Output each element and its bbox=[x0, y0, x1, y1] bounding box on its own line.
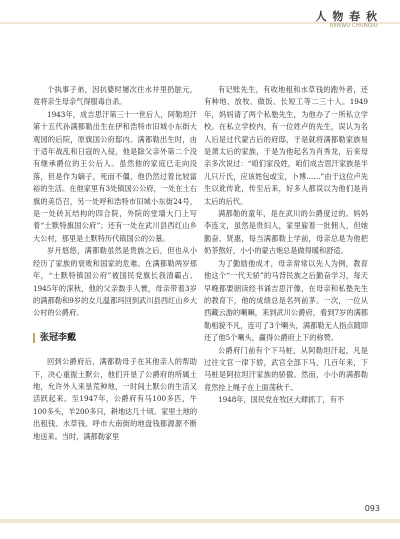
paragraph: 为了勤励他成才，母亲常常以先人为例，教育他这个“一代天骄”的马背民族之后勤奋学习，每天早晚都要朗读经书诵吉思汗像，在母亲和私塾先生的教育下，他的成绩总是名列前茅。一次，一位从西藏云游的喇嘛，来到武川公爵府，看到7岁的满都勒相貌不凡，连可了3个喇头，满都勒无人指点随即还了他5个喇头，赢得公爵府上下的称赞。 bbox=[204, 258, 368, 343]
paragraph: 有记账先生，有收地租和水草钱的跑外者，还有种地、放牧、做饭、长短工等二三十人。1949年，妈妈请了两个私塾先生，为他办了一所私立学校。在私立学校内，有一位姓卢的先生，误认为名人后是过代蒙古后的府邸，于是就将满都勒家族易是萧太后的家族，于是为他起名为肖秀龙，后来母亲多次说过：“咱们家没姓，咱们成吉思汗家族是半儿只斤氏，应该姓包或宝，卜博……”由于这位卢先生以讹传讹，传至后来，好多人都误以为他们是肖太后的后代。 bbox=[204, 85, 368, 206]
right-column bbox=[204, 84, 368, 407]
paragraph: 1943年，成吉思汗第三十一世后人，阿勒坦汗第十五代孙满都勒出生在伊和浩特市旧城小东街大观园的后院，原旗国公府邸内。满都勒出生时，由于适年战乱和日寇的入侵，他是除父亲外第二个没有继承爵位的王公后人。虽然他的家庭已走向没落，但是作为嫡子，死而不僵，他仍然过着比较富裕的生活。在他家里有3处镇国公公府，一处在土右旗的美岱召，另一处呼和浩特市旧城小东街24号，是一处砖瓦结构的四合院，外院的堂墙大门上写着“土默特旗国公府”；还有一处在武川县西红山乡大公村，那里是土默特历代镇国公的公墓。 bbox=[33, 109, 197, 243]
paragraph: 满都勒的童年，是在武川的公爵度过的。妈妈李连文，虽然是贵妇人，家里雇着一批佣人，但她勤奋、贤惠，每当满都勒上学前，母亲总是为他把奶茶熬好，小小的蒙古炮总是做得暖和舒适。 bbox=[204, 209, 368, 256]
footer-band bbox=[0, 519, 400, 523]
paragraph: 1948年，国民党在牧区大肆抓丁，有不 bbox=[218, 395, 345, 405]
paragraph: 回到公爵府后，满都勒母子在其他亲人的帮助下，决心重振土默公，他们开垦了公爵府的所属土地，允许外人来垦荒种地，一时间土默公的生活又活跃起来。至1947年，公爵府有马100多匹，牛100多头，羊200多只，耕地达几十顷。家里土地的出租钱、水草钱、呼市大南街的地盘钱都源源不断地送来。当时，满都勒家里 bbox=[33, 357, 198, 441]
page-number: 093 bbox=[364, 504, 380, 513]
section-heading-text: 张冠李戴 bbox=[40, 332, 77, 343]
paragraph: 公爵府门前有个下马桩，从阿勒坦汗起，凡是过往文官一律下轿，武官全部下马，几百年来，下马桩是阿拉坦汗家族的骄傲。然而，小小的满都勒竟然拴上绳子在上面荡秋千。 bbox=[204, 345, 368, 392]
paragraph: 岁月悠悠，满都勒虽然是贵族之后，但也从小经历了家族的衰败和国家的危难。在满都勒两岁那年，“土默特镇国公府”被国民党旗长我清霸占。1945年的深秋，他的父亲数手人寰，母亲带着3岁的满都勒和9岁的女儿温都玛回到武川县西红山乡大公村的公爵府。 bbox=[33, 246, 197, 318]
paragraph: 个执事子弟，因抗婆时屡次往水井里扔脏元，竟将亲生母亲气得服毒自杀。 bbox=[33, 85, 197, 107]
header-subtitle: RENWU CHUNQIU bbox=[329, 23, 378, 29]
left-column bbox=[33, 84, 197, 443]
section-heading bbox=[33, 332, 197, 344]
section-heading-marker bbox=[33, 333, 35, 343]
header-title: 人 物 春 秋 bbox=[315, 10, 378, 23]
